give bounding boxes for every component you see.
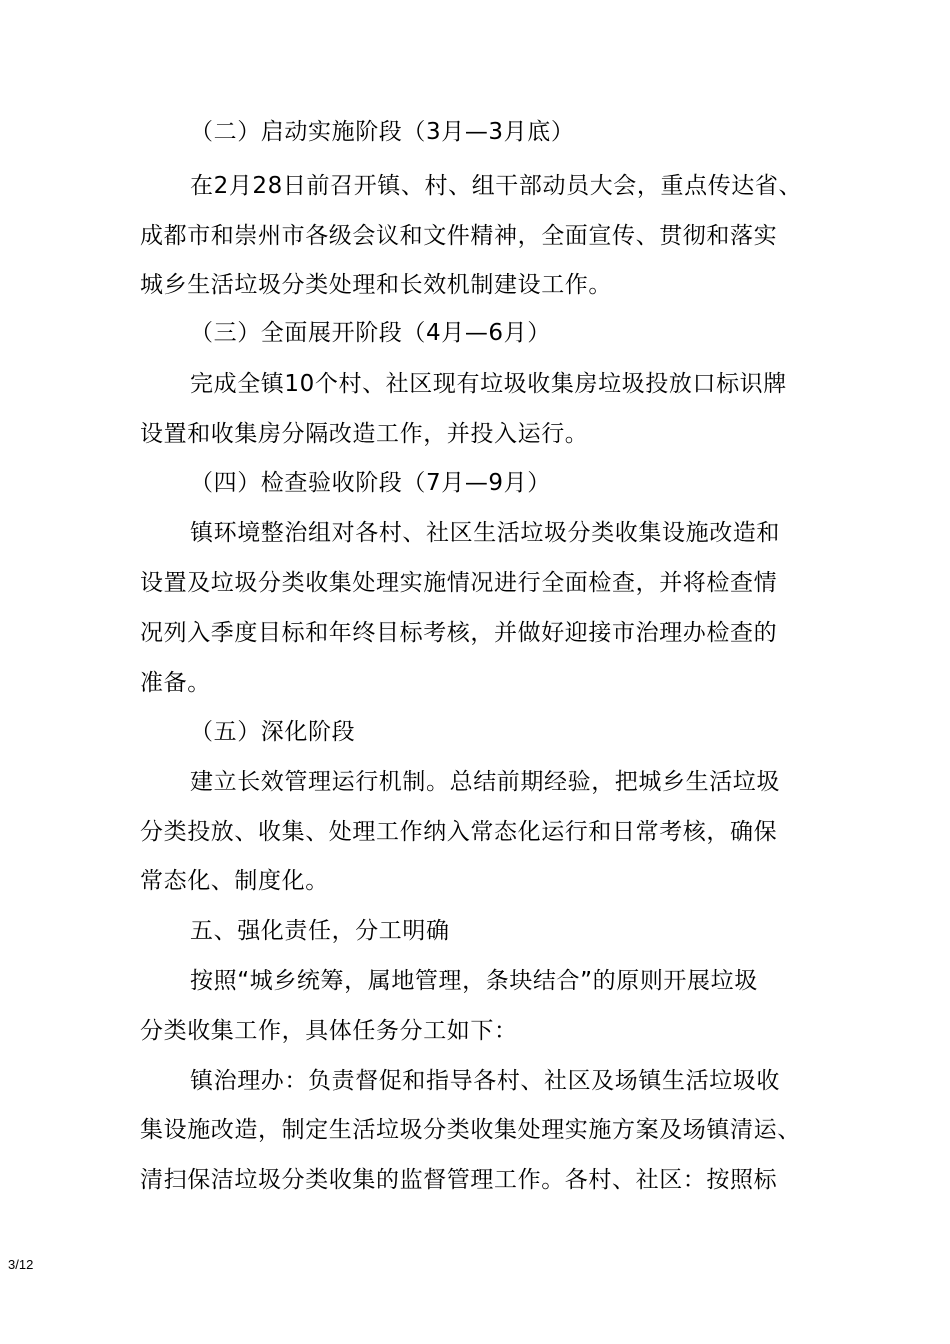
text-line: 在2月28日前召开镇、村、组干部动员大会，重点传达省、 (190, 173, 803, 199)
text-line: 镇环境整治组对各村、社区生活垃圾分类收集设施改造和 (190, 520, 780, 546)
text-line: 准备。 (140, 670, 211, 696)
text-line: （四）检查验收阶段（7月—9月） (190, 470, 551, 496)
text-line: 清扫保洁垃圾分类收集的监督管理工作。各村、社区：按照标 (140, 1167, 778, 1193)
text-line: （二）启动实施阶段（3月—3月底） (190, 119, 575, 145)
text-line: 设置及垃圾分类收集处理实施情况进行全面检查，并将检查情 (140, 570, 778, 596)
page-number: 3/12 (8, 1257, 34, 1272)
text-line: 集设施改造，制定生活垃圾分类收集处理实施方案及场镇清运、 (140, 1117, 801, 1143)
text-line: 建立长效管理运行机制。总结前期经验，把城乡生活垃圾 (190, 769, 780, 795)
text-line: （三）全面展开阶段（4月—6月） (190, 320, 551, 346)
text-line: 分类收集工作，具体任务分工如下： (140, 1018, 518, 1044)
text-line: 况列入季度目标和年终目标考核，并做好迎接市治理办检查的 (140, 620, 778, 646)
text-line: （五）深化阶段 (190, 719, 356, 745)
text-line: 分类投放、收集、处理工作纳入常态化运行和日常考核，确保 (140, 819, 778, 845)
text-line: 镇治理办：负责督促和指导各村、社区及场镇生活垃圾收 (190, 1068, 780, 1094)
text-line: 城乡生活垃圾分类处理和长效机制建设工作。 (140, 272, 612, 298)
text-line: 成都市和崇州市各级会议和文件精神，全面宣传、贯彻和落实 (140, 223, 778, 249)
text-line: 按照“城乡统筹，属地管理，条块结合”的原则开展垃圾 (190, 968, 758, 994)
text-line: 设置和收集房分隔改造工作，并投入运行。 (140, 421, 589, 447)
text-line: 五、强化责任，分工明确 (190, 918, 450, 944)
text-line: 常态化、制度化。 (140, 868, 329, 894)
text-line: 完成全镇10个村、社区现有垃圾收集房垃圾投放口标识牌 (190, 371, 787, 397)
